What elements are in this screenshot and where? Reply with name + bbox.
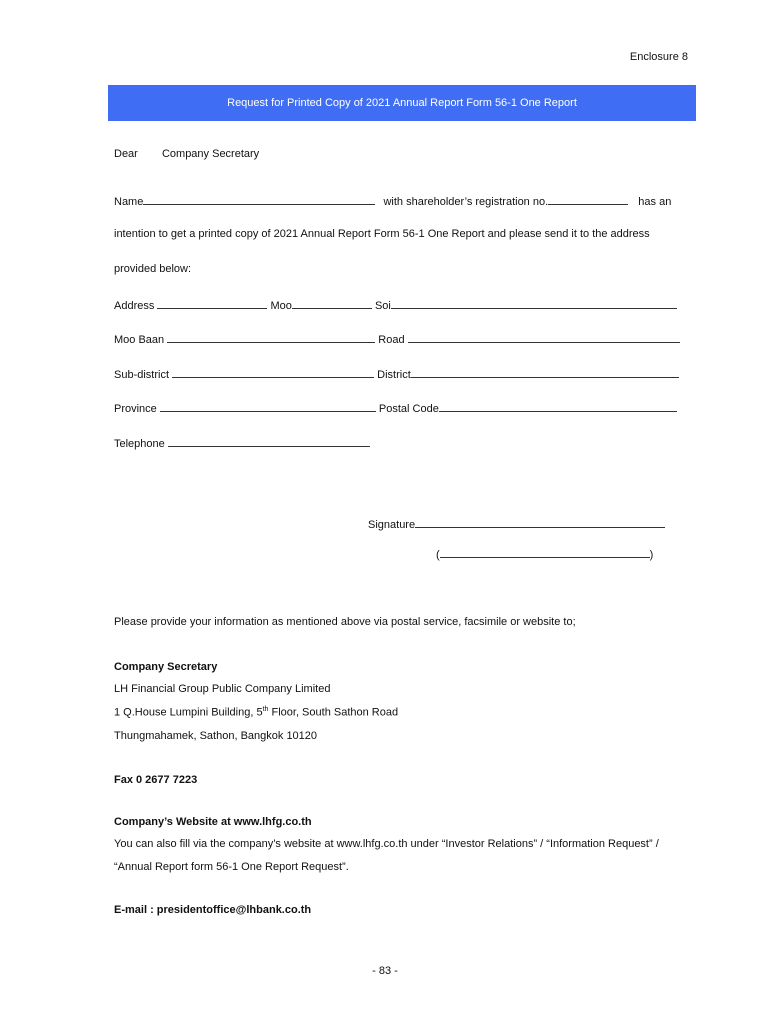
email-text: E-mail : presidentoffice@lhbank.co.th (114, 904, 312, 916)
page-number: - 83 - (372, 965, 398, 977)
contact-address-2: Thungmahamek, Sathon, Bangkok 10120 (114, 730, 318, 742)
moo-label: Moo (270, 300, 292, 312)
fax-text: Fax 0 2677 7223 (114, 774, 198, 786)
address-label: Address (114, 300, 155, 312)
registration-label: with shareholder’s registration no. (383, 196, 549, 208)
road-field[interactable] (408, 331, 680, 343)
road-label: Road (378, 334, 405, 346)
sub-district-label: Sub-district (114, 369, 170, 381)
recipient-text: Company Secretary (161, 148, 260, 160)
form-title: Request for Printed Copy of 2021 Annual Report Form 56-1 One Report (227, 97, 577, 109)
printed-name-field[interactable] (440, 546, 650, 558)
enclosure-label: Enclosure 8 (629, 51, 688, 63)
website-line-2: “Annual Report form 56-1 One Report Request”. (114, 861, 349, 873)
moo-baan-field[interactable] (167, 331, 375, 343)
signature-label: Signature (368, 519, 416, 531)
name-row (114, 193, 671, 208)
registration-field[interactable] (548, 193, 628, 205)
district-field[interactable] (411, 366, 679, 378)
contact-company: LH Financial Group Public Company Limited (114, 683, 331, 695)
contact-address-1-a: 1 Q.House Lumpini Building, 5 (114, 706, 263, 719)
sub-district-row (114, 366, 679, 381)
address-field[interactable] (157, 297, 267, 309)
telephone-label: Telephone (114, 438, 165, 450)
contact-address-1-sup: th (262, 706, 269, 713)
moo-field[interactable] (292, 297, 372, 309)
signature-field[interactable] (415, 516, 665, 528)
province-field[interactable] (160, 400, 376, 412)
telephone-row (114, 435, 370, 450)
intro-line-3: provided below: (114, 263, 192, 275)
contact-address-1 (114, 706, 398, 719)
salutation (114, 148, 259, 160)
dear-text: Dear (114, 148, 138, 160)
signature-row (368, 516, 665, 531)
form-title-banner (108, 85, 696, 121)
address-row (114, 297, 677, 312)
instructions-text: Please provide your information as mentioned above via postal service, facsimile or website to; (114, 616, 576, 628)
soi-label: Soi (374, 300, 391, 312)
has-an-text: has an (638, 196, 672, 208)
website-line-1: You can also fill via the company’s website at www.lhfg.co.th under “Investor Relations” / “Information Request” / (114, 838, 659, 850)
name-label: Name (114, 196, 144, 208)
open-paren: ( (436, 549, 440, 561)
name-field[interactable] (143, 193, 375, 205)
moo-baan-label: Moo Baan (114, 334, 165, 346)
moo-baan-row (114, 331, 680, 346)
contact-title: Company Secretary (114, 661, 218, 673)
telephone-field[interactable] (168, 435, 370, 447)
contact-address-1-b: Floor, South Sathon Road (268, 706, 399, 719)
postal-code-label: Postal Code (378, 403, 439, 415)
postal-code-field[interactable] (439, 400, 677, 412)
printed-name-row (436, 546, 653, 561)
soi-field[interactable] (391, 297, 677, 309)
sub-district-field[interactable] (172, 366, 374, 378)
intro-line-2: intention to get a printed copy of 2021 Annual Report Form 56-1 One Report and please send it to the address (114, 228, 650, 240)
website-title: Company’s Website at www.lhfg.co.th (114, 816, 312, 828)
province-row (114, 400, 677, 415)
district-label: District (377, 369, 411, 381)
close-paren: ) (649, 549, 654, 561)
province-label: Province (114, 403, 157, 415)
